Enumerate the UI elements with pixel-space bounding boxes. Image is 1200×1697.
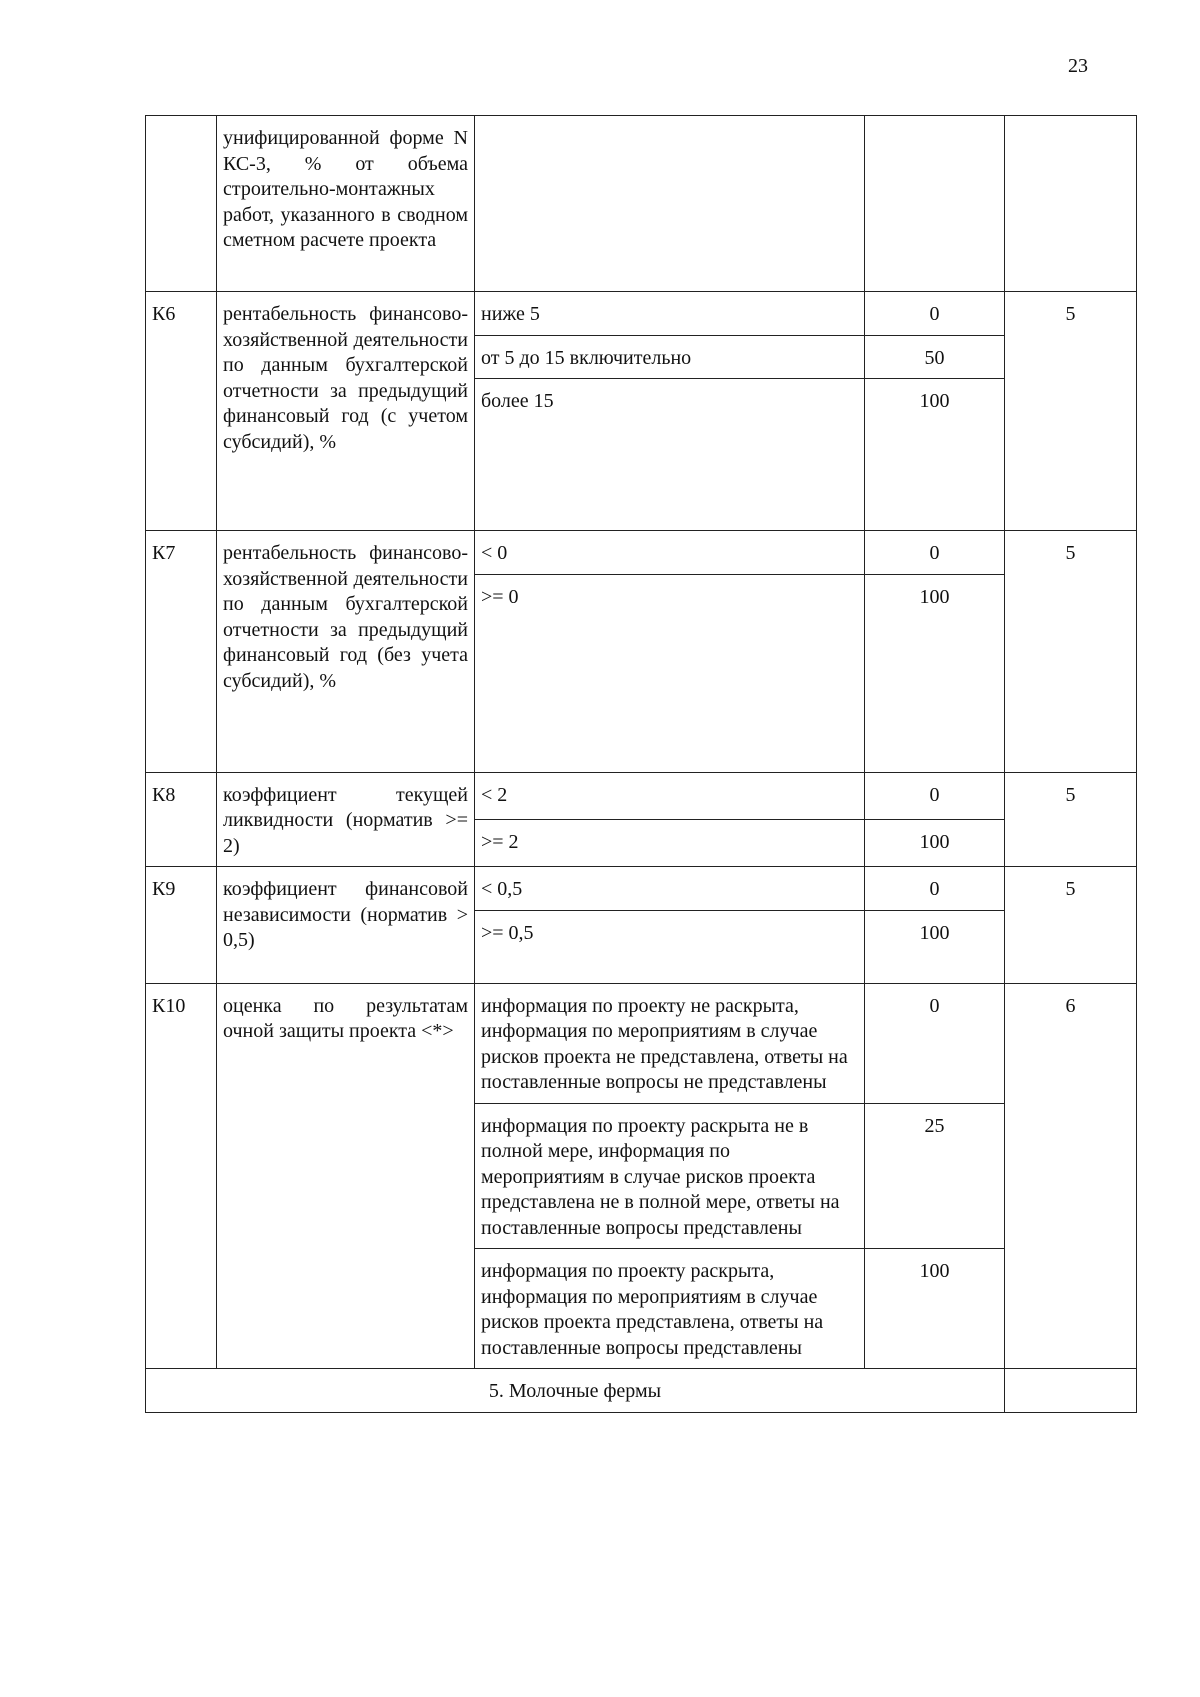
condition-text: от 5 до 15 включительно bbox=[475, 335, 865, 379]
criterion-weight: 6 bbox=[1005, 983, 1137, 1369]
criterion-description: коэффициент финансовой независимости (норматив > 0,5) bbox=[217, 867, 475, 984]
condition-cell bbox=[475, 116, 865, 292]
table-row bbox=[146, 772, 1137, 819]
condition-score: 100 bbox=[865, 819, 1005, 866]
condition-text: < 0 bbox=[475, 531, 865, 575]
section-weight-cell bbox=[1005, 1369, 1137, 1413]
condition-text: информация по проекту не раскрыта, информация по мероприятиям в случае рисков проекта не представлена, ответы на поставленные вопросы не представлены bbox=[475, 983, 865, 1103]
criterion-weight: 5 bbox=[1005, 292, 1137, 531]
page-number: 23 bbox=[1068, 55, 1088, 77]
criterion-description: рентабельность финансово-хозяйственной деятельности по данным бухгалтерской отчетности за предыдущий финансовый год (без учета субсидий), % bbox=[217, 531, 475, 773]
condition-score: 0 bbox=[865, 772, 1005, 819]
condition-score: 100 bbox=[865, 574, 1005, 772]
condition-text: более 15 bbox=[475, 379, 865, 531]
condition-text: < 2 bbox=[475, 772, 865, 819]
score-cell bbox=[865, 116, 1005, 292]
criterion-description: рентабельность финансово-хозяйственной деятельности по данным бухгалтерской отчетности за предыдущий финансовый год (с учетом субсидий), % bbox=[217, 292, 475, 531]
criterion-code: К8 bbox=[146, 772, 217, 867]
criteria-table bbox=[145, 115, 1137, 1413]
criterion-weight: 5 bbox=[1005, 867, 1137, 984]
table-row bbox=[146, 116, 1137, 292]
condition-text: < 0,5 bbox=[475, 867, 865, 911]
criterion-description: коэффициент текущей ликвидности (норматив >= 2) bbox=[217, 772, 475, 867]
section-title: 5. Молочные фермы bbox=[146, 1369, 1005, 1413]
condition-score: 0 bbox=[865, 292, 1005, 336]
criterion-code-cell bbox=[146, 116, 217, 292]
table-row bbox=[146, 983, 1137, 1103]
criterion-code: К10 bbox=[146, 983, 217, 1369]
criterion-weight: 5 bbox=[1005, 772, 1137, 867]
condition-text: >= 0,5 bbox=[475, 910, 865, 983]
condition-score: 0 bbox=[865, 983, 1005, 1103]
condition-score: 100 bbox=[865, 379, 1005, 531]
condition-text: ниже 5 bbox=[475, 292, 865, 336]
condition-score: 0 bbox=[865, 867, 1005, 911]
condition-score: 100 bbox=[865, 1249, 1005, 1369]
condition-score: 0 bbox=[865, 531, 1005, 575]
section-row bbox=[146, 1369, 1137, 1413]
weight-cell bbox=[1005, 116, 1137, 292]
condition-score: 100 bbox=[865, 910, 1005, 983]
criterion-description: унифицированной форме N КС-3, % от объема строительно-монтажных работ, указанного в сводном сметном расчете проекта bbox=[217, 116, 475, 292]
criterion-code: К6 bbox=[146, 292, 217, 531]
criterion-code: К9 bbox=[146, 867, 217, 984]
table-row bbox=[146, 867, 1137, 911]
criterion-description: оценка по результатам очной защиты проекта <*> bbox=[217, 983, 475, 1369]
table-row bbox=[146, 292, 1137, 336]
condition-score: 50 bbox=[865, 335, 1005, 379]
criterion-weight: 5 bbox=[1005, 531, 1137, 773]
condition-text: информация по проекту раскрыта, информация по мероприятиям в случае рисков проекта представлена, ответы на поставленные вопросы представлены bbox=[475, 1249, 865, 1369]
condition-text: информация по проекту раскрыта не в полной мере, информация по мероприятиям в случае рисков проекта представлена не в полной мере, ответы на поставленные вопросы представлены bbox=[475, 1103, 865, 1249]
criterion-code: К7 bbox=[146, 531, 217, 773]
condition-score: 25 bbox=[865, 1103, 1005, 1249]
condition-text: >= 0 bbox=[475, 574, 865, 772]
table-row bbox=[146, 531, 1137, 575]
condition-text: >= 2 bbox=[475, 819, 865, 866]
